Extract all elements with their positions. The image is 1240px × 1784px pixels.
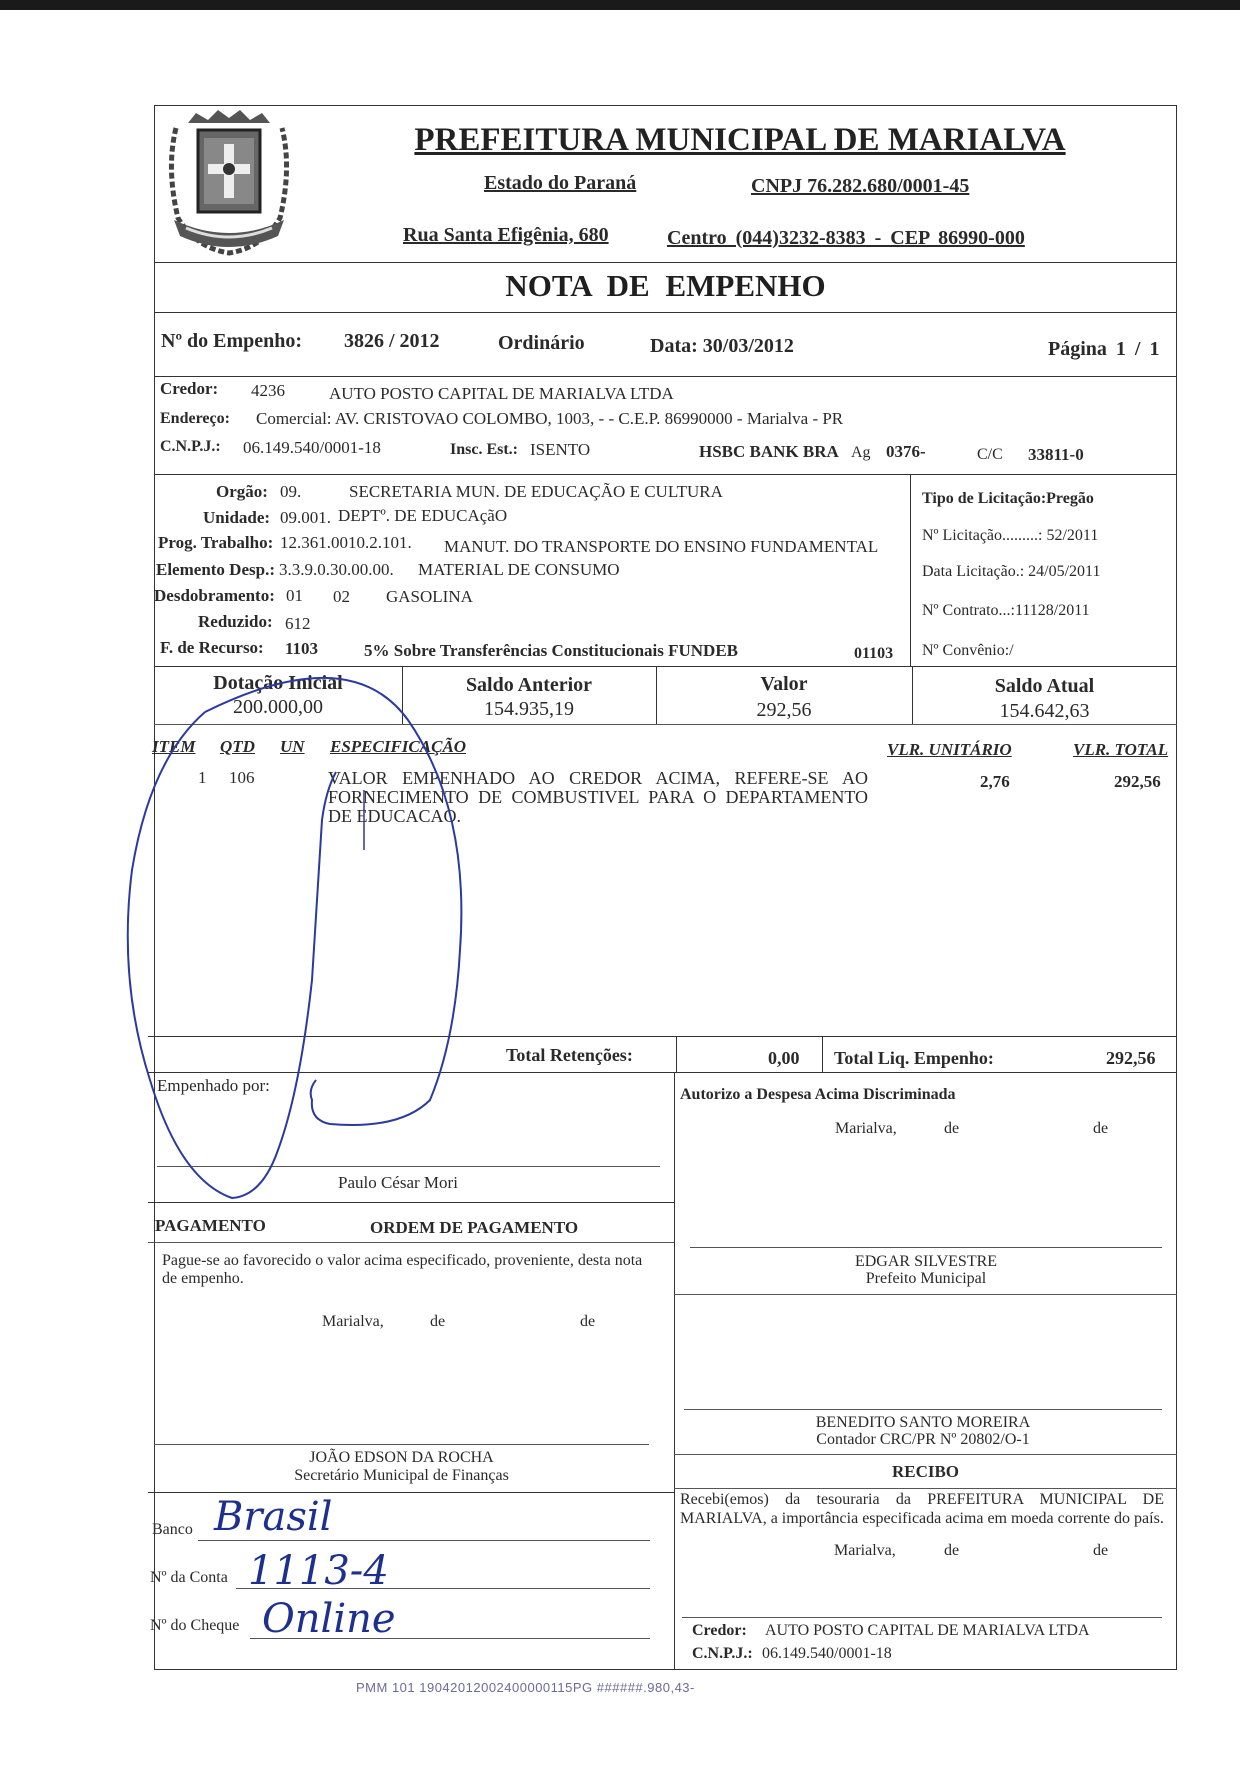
accountant-name: BENEDITO SANTO MOREIRA bbox=[815, 1414, 1031, 1431]
cheque-handwritten: Online bbox=[262, 1596, 396, 1642]
item-qtd: 106 bbox=[229, 768, 255, 787]
dotacao-inicial-value: 200.000,00 bbox=[233, 696, 323, 718]
footer-auth-code: PMM 101 19042012002400000115PG ######.980,43- bbox=[356, 1680, 695, 1695]
licitacao-type: Tipo de Licitação:Pregão bbox=[922, 490, 1094, 507]
autorizo-de-1: de bbox=[944, 1120, 960, 1137]
saldo-anterior-label: Saldo Anterior bbox=[465, 674, 593, 696]
empenhado-label: Empenhado por: bbox=[157, 1076, 270, 1095]
col-header-item: ITEM bbox=[152, 737, 196, 756]
credor-cnpj-label: C.N.P.J.: bbox=[160, 438, 221, 455]
conta-handwritten: 1113-4 bbox=[248, 1548, 389, 1594]
accountant-title: Contador CRC/PR Nº 20802/O-1 bbox=[816, 1431, 1030, 1448]
item-number: 1 bbox=[198, 768, 207, 787]
empenho-number-label: Nº do Empenho: bbox=[161, 330, 303, 352]
credor-name: AUTO POSTO CAPITAL DE MARIALVA LTDA bbox=[329, 384, 674, 403]
reduzido-label: Reduzido: bbox=[198, 612, 273, 631]
unidade-name: DEPTº. DE EDUCAçãO bbox=[338, 506, 508, 525]
page-title: PREFEITURA MUNICIPAL DE MARIALVA bbox=[414, 122, 1066, 158]
secretary-name: JOÃO EDSON DA ROCHA bbox=[309, 1449, 494, 1466]
orgao-code: 09. bbox=[280, 482, 302, 501]
desdobramento-b: 02 bbox=[333, 587, 350, 606]
banco-handwritten: Brasil bbox=[214, 1494, 333, 1540]
autorizo-de-2: de bbox=[1093, 1120, 1109, 1137]
autorizo-label: Autorizo a Despesa Acima Discriminada bbox=[680, 1086, 956, 1103]
agency-label: Ag bbox=[851, 444, 871, 461]
col-header-un: UN bbox=[280, 737, 305, 756]
recurso-ref: 01103 bbox=[854, 645, 894, 662]
elemento-name: MATERIAL DE CONSUMO bbox=[418, 560, 620, 579]
pagamento-de-2: de bbox=[580, 1313, 596, 1330]
item-unit-value: 2,76 bbox=[980, 772, 1010, 791]
mayor-title: Prefeito Municipal bbox=[865, 1270, 987, 1287]
recurso-code: 1103 bbox=[285, 639, 319, 658]
cnpj-label: CNPJ 76.282.680/0001-45 bbox=[751, 175, 970, 197]
recibo-credor-name: AUTO POSTO CAPITAL DE MARIALVA LTDA bbox=[765, 1622, 1090, 1639]
credor-cnpj: 06.149.540/0001-18 bbox=[243, 438, 381, 457]
empenhado-name: Paulo César Mori bbox=[338, 1173, 458, 1192]
item-specification: VALOR EMPENHADO AO CREDOR ACIMA, REFERE-SE AO FORNECIMENTO DE COMBUSTIVEL PARA O DEPARTAMENTO DE EDUCACAO. bbox=[328, 768, 868, 826]
total-liquido-value: 292,56 bbox=[1106, 1048, 1156, 1068]
recibo-place: Marialva, bbox=[834, 1542, 896, 1559]
recurso-name: 5% Sobre Transferências Constitucionais FUNDEB bbox=[364, 641, 739, 660]
empenho-date: Data: 30/03/2012 bbox=[650, 335, 794, 357]
retencoes-value: 0,00 bbox=[768, 1048, 800, 1068]
recibo-cnpj: 06.149.540/0001-18 bbox=[762, 1645, 892, 1662]
contrato-number: Nº Contrato...:11128/2011 bbox=[922, 602, 1090, 619]
recibo-label: RECIBO bbox=[891, 1462, 960, 1481]
item-total-value: 292,56 bbox=[1114, 772, 1161, 791]
page-number: Página 1 / 1 bbox=[1048, 338, 1160, 360]
saldo-atual-label: Saldo Atual bbox=[994, 675, 1095, 697]
recibo-de-2: de bbox=[1093, 1542, 1109, 1559]
licitacao-number: Nº Licitação.........: 52/2011 bbox=[922, 527, 1099, 544]
convenio-number: Nº Convênio:/ bbox=[922, 642, 1014, 659]
banco-label: Banco bbox=[152, 1521, 193, 1538]
empenho-type: Ordinário bbox=[498, 332, 585, 354]
cheque-label: Nº do Cheque bbox=[150, 1617, 240, 1634]
elemento-code: 3.3.9.0.30.00.00. bbox=[279, 560, 394, 579]
licitacao-date: Data Licitação.: 24/05/2011 bbox=[922, 563, 1101, 580]
saldo-anterior-value: 154.935,19 bbox=[484, 698, 574, 720]
state-label: Estado do Paraná bbox=[484, 172, 637, 194]
empenho-number: 3826 / 2012 bbox=[344, 330, 440, 352]
agency-value: 0376- bbox=[886, 442, 926, 461]
prog-label: Prog. Trabalho: bbox=[158, 533, 274, 552]
bank-name: HSBC BANK BRA bbox=[699, 442, 839, 461]
orgao-name: SECRETARIA MUN. DE EDUCAÇÃO E CULTURA bbox=[349, 482, 723, 501]
orgao-label: Orgão: bbox=[216, 482, 268, 501]
col-header-unit-value: VLR. UNITÁRIO bbox=[887, 740, 1012, 759]
ie-label: Insc. Est.: bbox=[450, 441, 519, 458]
ie-value: ISENTO bbox=[530, 440, 591, 459]
retencoes-label: Total Retenções: bbox=[506, 1045, 633, 1065]
desdobramento-label: Desdobramento: bbox=[154, 586, 275, 605]
col-header-spec: ESPECIFICAÇÃO bbox=[330, 737, 467, 756]
saldo-atual-value: 154.642,63 bbox=[999, 700, 1090, 722]
recibo-text: Recebi(emos) da tesouraria da PREFEITURA MUNICIPAL DE MARIALVA, a importância especificada acima em moeda corrente do país. bbox=[680, 1491, 1164, 1527]
address-label: Centro (044)3232-8383 - CEP 86990-000 bbox=[667, 227, 1025, 249]
secretary-title: Secretário Municipal de Finanças bbox=[294, 1467, 509, 1484]
pagamento-label: PAGAMENTO bbox=[155, 1216, 266, 1235]
pagamento-text: Pague-se ao favorecido o valor acima especificado, proveniente, desta nota de empenho. bbox=[162, 1252, 643, 1287]
desdobramento-name: GASOLINA bbox=[386, 587, 473, 606]
conta-label: Nº da Conta bbox=[150, 1569, 228, 1586]
prog-code: 12.361.0010.2.101. bbox=[280, 533, 412, 552]
recibo-de-1: de bbox=[944, 1542, 960, 1559]
ordem-pagamento-label: ORDEM DE PAGAMENTO bbox=[370, 1218, 579, 1237]
recibo-cnpj-label: C.N.P.J.: bbox=[692, 1645, 753, 1662]
credor-address: Comercial: AV. CRISTOVAO COLOMBO, 1003, - - C.E.P. 86990000 - Marialva - PR bbox=[256, 409, 844, 428]
document-title: NOTA DE EMPENHO bbox=[505, 268, 826, 303]
elemento-label: Elemento Desp.: bbox=[156, 560, 275, 579]
reduzido-value: 612 bbox=[285, 614, 311, 633]
dotacao-inicial-label: Dotação Inicial bbox=[213, 672, 343, 694]
account-value: 33811-0 bbox=[1028, 445, 1084, 464]
recibo-credor-label: Credor: bbox=[692, 1622, 747, 1639]
pagamento-de-1: de bbox=[430, 1313, 446, 1330]
mayor-name: EDGAR SILVESTRE bbox=[854, 1253, 998, 1270]
address-field-label: Endereço: bbox=[160, 410, 230, 427]
unidade-code: 09.001. bbox=[280, 508, 331, 527]
total-liquido-label: Total Liq. Empenho: bbox=[834, 1048, 994, 1068]
unidade-label: Unidade: bbox=[203, 508, 271, 527]
autorizo-place: Marialva, bbox=[835, 1120, 897, 1137]
valor-value: 292,56 bbox=[756, 699, 812, 721]
recurso-label: F. de Recurso: bbox=[160, 638, 264, 657]
prog-name: MANUT. DO TRANSPORTE DO ENSINO FUNDAMENTAL bbox=[444, 537, 879, 556]
valor-label: Valor bbox=[760, 673, 808, 695]
pagamento-place: Marialva, bbox=[322, 1313, 384, 1330]
desdobramento-a: 01 bbox=[286, 586, 303, 605]
street-label: Rua Santa Efigênia, 680 bbox=[403, 224, 609, 246]
account-label: C/C bbox=[977, 446, 1003, 463]
col-header-qtd: QTD bbox=[220, 737, 255, 756]
credor-code: 4236 bbox=[251, 381, 285, 400]
credor-label: Credor: bbox=[160, 379, 219, 398]
col-header-total-value: VLR. TOTAL bbox=[1073, 740, 1169, 759]
